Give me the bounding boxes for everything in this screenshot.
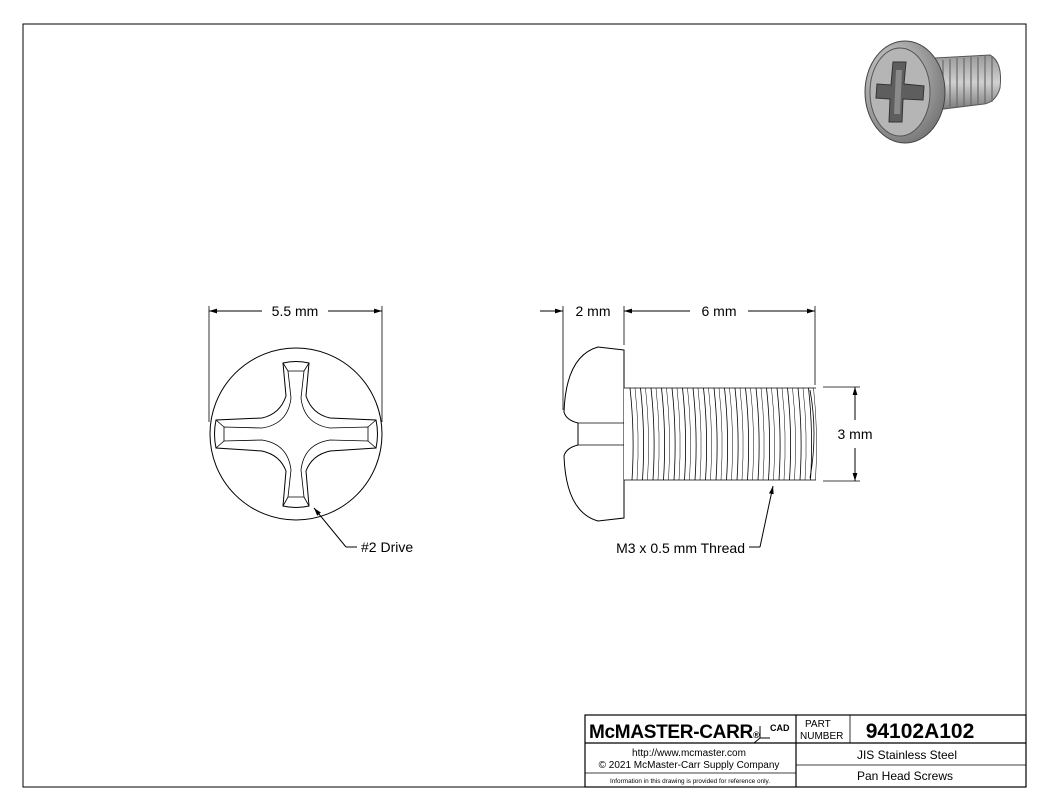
website-text: http://www.mcmaster.com bbox=[632, 748, 746, 759]
disclaimer-text: Information in this drawing is provided for reference only. bbox=[609, 778, 771, 785]
description-line-2: Pan Head Screws bbox=[856, 769, 954, 783]
description-line-1: JIS Stainless Steel bbox=[856, 748, 958, 762]
sheet-border bbox=[23, 24, 1026, 787]
thread-diameter-dimension: 3 mm bbox=[837, 426, 873, 442]
cad-mark: CAD bbox=[770, 723, 790, 733]
head-height-dimension: 2 mm bbox=[575, 303, 611, 319]
screw-3d-render bbox=[865, 41, 1001, 143]
head-diameter-dimension: 5.5 mm bbox=[271, 303, 319, 319]
part-number: 94102A102 bbox=[865, 720, 975, 743]
drive-callout: #2 Drive bbox=[361, 539, 414, 555]
side-view bbox=[540, 306, 860, 547]
copyright-text: © 2021 McMaster-Carr Supply Company bbox=[598, 760, 780, 771]
brand-logo: McMASTER-CARR® bbox=[589, 722, 760, 743]
length-dimension: 6 mm bbox=[701, 303, 737, 319]
front-view bbox=[209, 306, 382, 547]
part-number-label-2: NUMBER bbox=[800, 731, 844, 742]
part-number-label: PART bbox=[805, 719, 831, 730]
thread-callout: M3 x 0.5 mm Thread bbox=[616, 540, 745, 556]
